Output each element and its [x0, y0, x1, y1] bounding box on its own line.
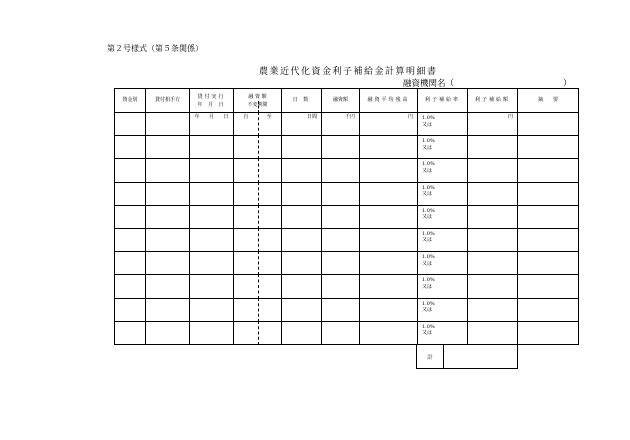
cell-subsidy-amount[interactable]: [468, 159, 518, 182]
cell-loan-period[interactable]: [234, 228, 282, 251]
cell-subsidy-rate[interactable]: 1.0% 又は: [418, 182, 468, 205]
cell-loan-amount[interactable]: [322, 182, 360, 205]
cell-fund-type[interactable]: [115, 298, 146, 321]
calculation-table: [114, 88, 579, 345]
cell-remarks[interactable]: [518, 228, 579, 251]
cell-subsidy-rate[interactable]: 1.0% 又は: [418, 228, 468, 251]
cell-subsidy-amount[interactable]: [468, 252, 518, 275]
cell-fund-type[interactable]: [115, 321, 146, 344]
header-borrower: 貸付相手方: [146, 89, 190, 113]
cell-loan-period[interactable]: 自 至: [234, 113, 282, 136]
cell-average-balance[interactable]: [360, 182, 418, 205]
cell-fund-type[interactable]: [115, 228, 146, 251]
cell-average-balance[interactable]: [360, 205, 418, 228]
cell-subsidy-rate[interactable]: 1.0% 又は: [418, 321, 468, 344]
header-subsidy-amount: 利子補給額: [468, 89, 518, 113]
cell-loan-date[interactable]: [190, 275, 234, 298]
cell-subsidy-rate[interactable]: 1.0% 又は: [418, 205, 468, 228]
cell-fund-type[interactable]: [115, 182, 146, 205]
table-row: [115, 252, 579, 275]
cell-days[interactable]: [282, 159, 322, 182]
cell-subsidy-rate[interactable]: 1.0% 又は: [418, 298, 468, 321]
cell-subsidy-amount[interactable]: [468, 228, 518, 251]
total-row: [416, 345, 518, 369]
institution-label: 融資機関名（: [403, 79, 455, 89]
cell-average-balance[interactable]: [360, 159, 418, 182]
table-row: [115, 275, 579, 298]
cell-borrower[interactable]: [146, 182, 190, 205]
cell-remarks[interactable]: [518, 321, 579, 344]
document-title: 農業近代化資金利子補給金計算明細書: [259, 67, 438, 77]
cell-average-balance[interactable]: [360, 298, 418, 321]
cell-remarks[interactable]: [518, 298, 579, 321]
cell-fund-type[interactable]: [115, 136, 146, 159]
cell-subsidy-rate[interactable]: 1.0% 又は: [418, 159, 468, 182]
cell-loan-amount[interactable]: [322, 205, 360, 228]
cell-loan-period[interactable]: [234, 159, 282, 182]
cell-loan-date[interactable]: [190, 298, 234, 321]
cell-loan-amount[interactable]: [322, 298, 360, 321]
table-row: [115, 228, 579, 251]
cell-remarks[interactable]: [518, 275, 579, 298]
header-remarks: 摘 要: [518, 89, 579, 113]
table-row: [115, 205, 579, 228]
cell-loan-date[interactable]: 年 月 日: [190, 113, 234, 136]
table-header-row: [115, 89, 579, 113]
cell-fund-type[interactable]: [115, 275, 146, 298]
header-fund-type: 資金別: [115, 89, 146, 113]
cell-average-balance[interactable]: 円: [360, 113, 418, 136]
cell-fund-type[interactable]: [115, 113, 146, 136]
cell-loan-date[interactable]: [190, 321, 234, 344]
cell-average-balance[interactable]: [360, 228, 418, 251]
header-loan-amount: 融資額: [322, 89, 360, 113]
cell-days[interactable]: [282, 298, 322, 321]
table-row: [115, 159, 579, 182]
cell-days[interactable]: [282, 182, 322, 205]
cell-subsidy-rate[interactable]: 1.0% 又は: [418, 275, 468, 298]
cell-days[interactable]: [282, 136, 322, 159]
cell-remarks[interactable]: [518, 205, 579, 228]
cell-loan-date[interactable]: [190, 182, 234, 205]
cell-subsidy-amount[interactable]: 円: [468, 113, 518, 136]
cell-fund-type[interactable]: [115, 252, 146, 275]
header-days: 日 数: [282, 89, 322, 113]
form-number-label: 第２号様式（第５条関係）: [107, 44, 203, 53]
cell-loan-period[interactable]: [234, 298, 282, 321]
cell-fund-type[interactable]: [115, 159, 146, 182]
cell-average-balance[interactable]: [360, 321, 418, 344]
cell-borrower[interactable]: [146, 252, 190, 275]
cell-loan-amount[interactable]: 千円: [322, 113, 360, 136]
table-row: [115, 136, 579, 159]
cell-borrower[interactable]: [146, 298, 190, 321]
cell-remarks[interactable]: [518, 136, 579, 159]
cell-loan-amount[interactable]: [322, 159, 360, 182]
cell-loan-amount[interactable]: [322, 252, 360, 275]
cell-borrower[interactable]: [146, 136, 190, 159]
cell-subsidy-amount[interactable]: [468, 182, 518, 205]
cell-loan-amount[interactable]: [322, 275, 360, 298]
total-label: 計: [417, 345, 444, 368]
cell-borrower[interactable]: [146, 275, 190, 298]
header-loan-date: 貸付実行 年 月 日: [190, 89, 234, 113]
total-value[interactable]: [444, 345, 517, 368]
cell-loan-period[interactable]: [234, 275, 282, 298]
cell-loan-period[interactable]: [234, 136, 282, 159]
cell-loan-amount[interactable]: [322, 321, 360, 344]
cell-loan-date[interactable]: [190, 205, 234, 228]
cell-subsidy-amount[interactable]: [468, 136, 518, 159]
cell-loan-date[interactable]: [190, 136, 234, 159]
cell-loan-date[interactable]: [190, 252, 234, 275]
cell-loan-period[interactable]: [234, 182, 282, 205]
cell-loan-date[interactable]: [190, 159, 234, 182]
cell-loan-period[interactable]: [234, 252, 282, 275]
table-row: [115, 298, 579, 321]
cell-days[interactable]: [282, 228, 322, 251]
header-average-balance: 融資平均残高: [360, 89, 418, 113]
table-row: [115, 321, 579, 344]
cell-remarks[interactable]: [518, 159, 579, 182]
header-loan-period: 融 資 額 不変期間: [234, 89, 282, 113]
cell-average-balance[interactable]: [360, 252, 418, 275]
cell-subsidy-amount[interactable]: [468, 275, 518, 298]
table-row: [115, 113, 579, 136]
cell-borrower[interactable]: [146, 113, 190, 136]
cell-subsidy-rate[interactable]: 1.0% 又は: [418, 252, 468, 275]
cell-loan-period[interactable]: [234, 321, 282, 344]
cell-fund-type[interactable]: [115, 205, 146, 228]
cell-subsidy-rate[interactable]: 1.0% 又は: [418, 113, 468, 136]
cell-loan-amount[interactable]: [322, 228, 360, 251]
cell-days[interactable]: [282, 252, 322, 275]
cell-days[interactable]: [282, 321, 322, 344]
cell-borrower[interactable]: [146, 228, 190, 251]
header-subsidy-rate: 利子補給率: [418, 89, 468, 113]
cell-subsidy-amount[interactable]: [468, 321, 518, 344]
cell-average-balance[interactable]: [360, 136, 418, 159]
cell-remarks[interactable]: [518, 182, 579, 205]
cell-subsidy-amount[interactable]: [468, 298, 518, 321]
cell-remarks[interactable]: [518, 252, 579, 275]
cell-days[interactable]: [282, 275, 322, 298]
cell-borrower[interactable]: [146, 205, 190, 228]
cell-subsidy-amount[interactable]: [468, 205, 518, 228]
cell-borrower[interactable]: [146, 321, 190, 344]
cell-days[interactable]: 日間: [282, 113, 322, 136]
cell-subsidy-rate[interactable]: 1.0% 又は: [418, 136, 468, 159]
cell-remarks[interactable]: [518, 113, 579, 136]
cell-loan-period[interactable]: [234, 205, 282, 228]
institution-close-paren: ）: [563, 79, 572, 89]
cell-loan-date[interactable]: [190, 228, 234, 251]
cell-days[interactable]: [282, 205, 322, 228]
cell-average-balance[interactable]: [360, 275, 418, 298]
cell-borrower[interactable]: [146, 159, 190, 182]
table-row: [115, 182, 579, 205]
cell-loan-amount[interactable]: [322, 136, 360, 159]
